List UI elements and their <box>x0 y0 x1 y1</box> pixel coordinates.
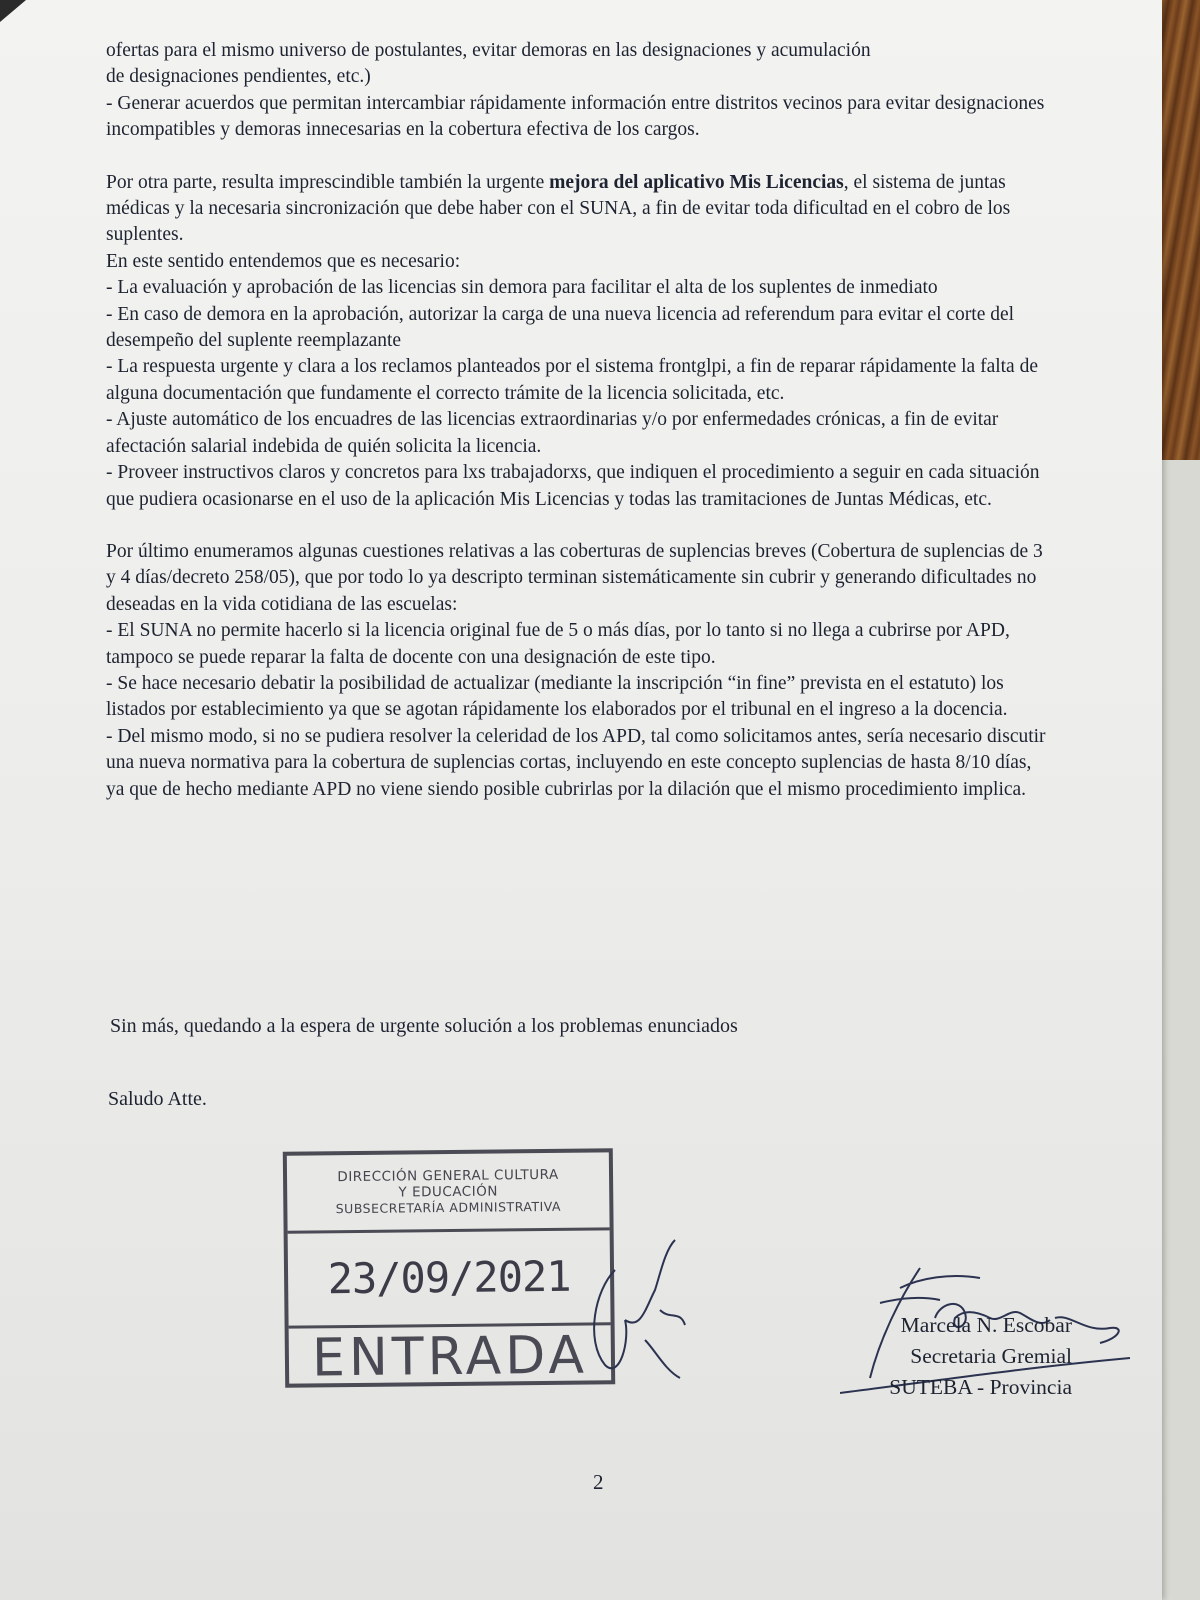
signatory-block <box>889 1310 1072 1403</box>
bullet-item: - La evaluación y aprobación de las licencias sin demora para facilitar el alta de los suplentes de inmediato <box>106 277 938 299</box>
signatory-title: Secretaria Gremial <box>910 1344 1072 1368</box>
reception-stamp <box>283 1148 615 1387</box>
stamp-date: 23/09/2021 <box>288 1230 611 1328</box>
stamp-header <box>287 1152 610 1233</box>
bullet-item: - Del mismo modo, si no se pudiera resolver la celeridad de los APD, tal como solicitamos antes, sería necesario discutir una nueva normativa para la cobertura de suplencias cortas, incluyendo en este concepto suplencias de hasta 8/10 días, ya que de hecho mediante APD no viene siendo posible cubrirlas por la dilación que el mismo procedimiento implica. <box>106 725 1046 800</box>
bold-phrase: mejora del aplicativo Mis Licencias <box>549 171 844 193</box>
paragraph: En este sentido entendemos que es necesario: <box>106 250 461 272</box>
stamp-entrada: ENTRADA <box>311 1325 589 1389</box>
bullet-item: - El SUNA no permite hacerlo si la licencia original fue de 5 o más días, por lo tanto si no llega a cubrirse por APD, tampoco se puede reparar la falta de docente con una designación de este tipo. <box>106 620 1010 668</box>
greeting: Saludo Atte. <box>108 1088 207 1110</box>
bullet-item: - La respuesta urgente y clara a los reclamos planteados por el sistema frontglpi, a fin de reparar rápidamente la falta de alguna documentación que fundamente el correcto trámite de la licencia solicitada, etc. <box>106 356 1038 404</box>
paragraph: Por último enumeramos algunas cuestiones relativas a las coberturas de suplencias breves (Cobertura de suplencias de 3 y 4 días/decreto 258/05), que por todo lo ya descripto terminan sistemáticamente sin cubrir y generando dificultades no deseadas en la vida cotidiana de las escuelas: <box>106 540 1043 615</box>
bullet-item: - En caso de demora en la aprobación, autorizar la carga de una nueva licencia ad referendum para evitar el corte del desempeño del suplente reemplazante <box>106 303 1015 352</box>
paragraph: Por otra parte, resulta imprescindible también la urgente mejora del aplicativo Mis Licencias, el sistema de juntas médicas y la necesaria sincronización que debe haber con el SUNA, a fin de evitar toda dificultad en el cobro de los suplentes. <box>106 171 1011 246</box>
bullet-item: - Generar acuerdos que permitan intercambiar rápidamente información entre distritos vecinos para evitar designaciones incompatibles y demoras innecesarias en la cobertura efectiva de los cargos. <box>106 92 1045 141</box>
signatory-org: SUTEBA - Provincia <box>889 1375 1072 1399</box>
bullet-item: - Proveer instructivos claros y concretos para lxs trabajadorxs, que indiquen el procedimiento a seguir en cada situación que pudiera ocasionarse en el uso de la aplicación Mis Licencias y todas las tramitaciones de Juntas Médicas, etc. <box>106 462 1040 510</box>
stamp-line: SUBSECRETARÍA ADMINISTRATIVA <box>335 1198 562 1217</box>
bullet-item: - Se hace necesario debatir la posibilidad de actualizar (mediante la inscripción “in fine” prevista en el estatuto) los listados por establecimiento ya que se agotan rápidamente los elaborados por el tribunal en el ingreso a la docencia. <box>106 672 1008 721</box>
signatory-name: Marcela N. Escobar <box>900 1313 1072 1337</box>
paragraph-line: ofertas para el mismo universo de postulantes, evitar demoras en las designaciones y acumulación <box>106 40 871 61</box>
bullet-item: - Ajuste automático de los encuadres de las licencias extraordinarias y/o por enfermedades crónicas, a fin de evitar afectación salarial indebida de quién solicita la licencia. <box>106 409 999 457</box>
page-number: 2 <box>593 1470 604 1494</box>
body-text <box>106 38 1046 803</box>
paragraph-line: de designaciones pendientes, etc.) <box>106 66 371 88</box>
stamp-initials-signature <box>585 1230 705 1380</box>
stamp-line: Y EDUCACIÓN <box>398 1183 498 1201</box>
closing-line: Sin más, quedando a la espera de urgente solución a los problemas enunciados <box>110 1015 738 1037</box>
stamp-line: DIRECCIÓN GENERAL CULTURA <box>337 1166 559 1186</box>
page-corner <box>0 0 26 22</box>
